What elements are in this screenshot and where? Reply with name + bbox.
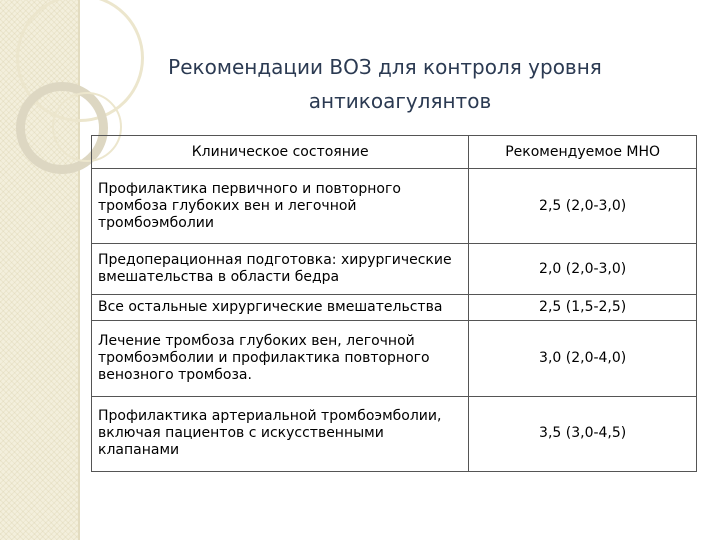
inr-cell: 3,0 (2,0-4,0) [469, 321, 697, 396]
table-row [92, 244, 697, 295]
slide-title-line-2: антикоагулянтов [308, 89, 492, 113]
inr-cell: 2,5 (1,5-2,5) [469, 295, 697, 321]
table-row [92, 321, 697, 396]
table-header-row [92, 136, 697, 169]
condition-cell: Лечение тромбоза глубоких вен, легочной тромбоэмболии и профилактика повторного венозного тромбоза. [92, 321, 469, 396]
condition-cell: Профилактика артериальной тромбоэмболии, включая пациентов с искусственными клапанами [92, 396, 469, 471]
table-row [92, 295, 697, 321]
column-header-condition: Клиническое состояние [92, 136, 469, 169]
inr-cell: 2,5 (2,0-3,0) [469, 169, 697, 244]
condition-cell: Профилактика первичного и повторного тромбоза глубоких вен и легочной тромбоэмболии [92, 169, 469, 244]
condition-cell: Все остальные хирургические вмешательства [92, 295, 469, 321]
column-header-inr: Рекомендуемое МНО [469, 136, 697, 169]
table-row [92, 396, 697, 471]
inr-cell: 2,0 (2,0-3,0) [469, 244, 697, 295]
slide-title-line-1: Рекомендации ВОЗ для контроля уровня [168, 55, 602, 79]
table-row [92, 169, 697, 244]
condition-cell: Предоперационная подготовка: хирургические вмешательства в области бедра [92, 244, 469, 295]
inr-recommendations-table [91, 135, 697, 472]
slide-title [80, 50, 720, 118]
inr-cell: 3,5 (3,0-4,5) [469, 396, 697, 471]
